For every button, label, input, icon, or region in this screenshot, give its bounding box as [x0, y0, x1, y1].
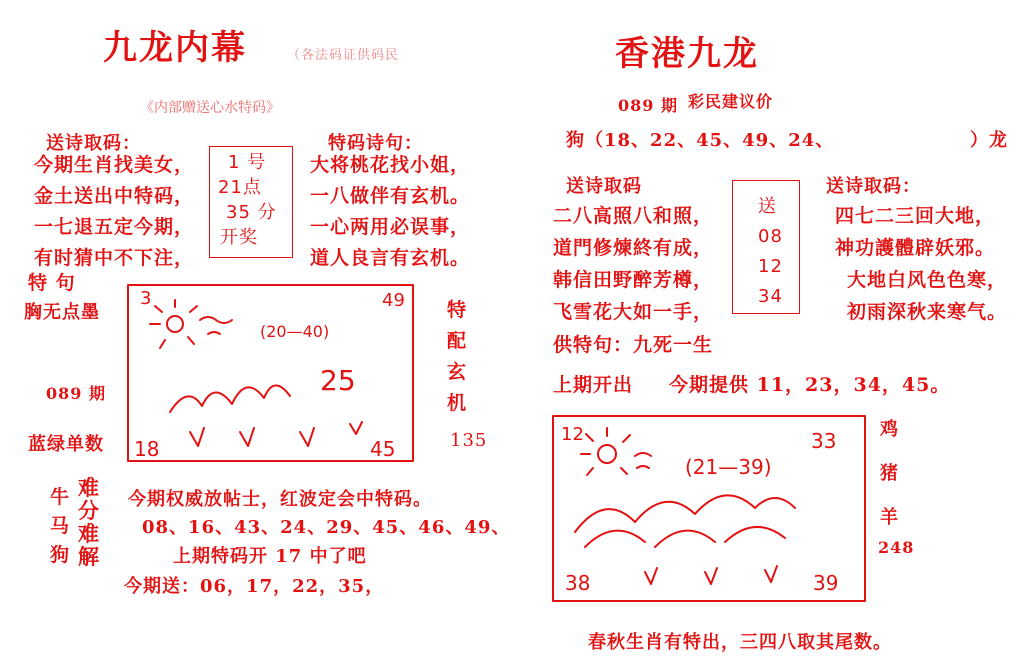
- right-poem-right: [835, 200, 1007, 328]
- right-dog-line: 狗（18、22、45、49、24、: [566, 130, 835, 151]
- poem-line: 四七二三回大地，: [835, 205, 996, 227]
- draw-range: (20—40): [260, 322, 330, 341]
- grass-icon: [645, 566, 777, 584]
- grass-icon: [190, 422, 362, 446]
- right-poem-left: [553, 200, 713, 328]
- box-line: 12: [758, 256, 783, 277]
- sun-icon: [581, 428, 630, 475]
- left-hard-col: [78, 477, 99, 569]
- left-center-box-text: [218, 150, 277, 250]
- right-special: 供特句：九死一生: [553, 334, 714, 356]
- draw-mid: 25: [320, 364, 356, 397]
- right-dog-end: ）龙: [970, 130, 1008, 151]
- right-poem-right-header: 送诗取码：: [826, 176, 921, 197]
- poem-line: 大将桃花找小姐，: [310, 154, 471, 176]
- poem-line: 韩信田野醉芳樽，: [553, 269, 714, 291]
- left-subtitle2: 《内部赠送心水特码》: [140, 100, 280, 116]
- left-nums: 08、16、43、24、29、45、46、49、: [142, 517, 511, 538]
- drawing-frame: [128, 285, 413, 461]
- poem-line: 大地白风色色寒，: [847, 269, 1008, 291]
- poem-line: 道人良言有玄机。: [310, 247, 471, 269]
- draw-bl: 18: [134, 437, 160, 461]
- left-right-num: 135: [450, 430, 488, 451]
- left-prev: 上期特码开 17 中了吧: [173, 546, 367, 567]
- left-line1: 今期权威放帖士，红波定会中特码。: [128, 489, 432, 510]
- right-side-num: 248: [878, 538, 915, 557]
- draw-tr: 49: [382, 290, 405, 311]
- vertical-char: 特: [447, 299, 468, 321]
- hard-char: 解: [78, 545, 99, 569]
- draw-br: 45: [370, 437, 396, 461]
- box-line: 34: [758, 286, 783, 307]
- right-footer: 春秋生肖有特出，三四八取其尾数。: [588, 632, 892, 653]
- sun-icon: [150, 300, 197, 348]
- draw-tr: 33: [811, 429, 837, 453]
- poem-line: 一八做伴有玄机。: [310, 185, 471, 207]
- draw-bl: 38: [565, 571, 591, 595]
- box-line: 35 分: [226, 202, 277, 223]
- box-line: 1 号: [228, 152, 267, 173]
- box-line: 送: [758, 196, 777, 217]
- right-offer: 今期提供 11，23，34，45。: [669, 374, 951, 396]
- box-line: 08: [758, 226, 783, 247]
- side-char: 鸡: [880, 419, 899, 440]
- cloud-icon: [635, 453, 651, 468]
- zodiac-char: 马: [50, 515, 71, 537]
- left-subtitle-faint: （各法码证供码民: [287, 48, 400, 63]
- left-blue-green: 蓝绿单数: [28, 434, 104, 455]
- left-poem2-header: 特码诗句：: [328, 133, 423, 154]
- hard-char: 分: [78, 499, 99, 523]
- poem-line: 二八高照八和照，: [553, 205, 714, 227]
- draw-tl: 3: [140, 288, 152, 309]
- left-poem-header: 送诗取码：: [46, 133, 141, 154]
- box-line: 21点: [218, 177, 262, 198]
- right-suggest: 彩民建议价: [688, 92, 774, 111]
- cloud-icon: [200, 317, 232, 323]
- poem-line: 今期生肖找美女，: [34, 154, 195, 176]
- poem-line: 金土送出中特码，: [34, 185, 195, 207]
- left-poem2: [310, 150, 470, 274]
- vertical-char: 玄: [447, 361, 468, 383]
- vertical-char: 机: [447, 392, 468, 414]
- left-zodiac-col: [50, 483, 70, 570]
- poem-line: 神功護體辟妖邪。: [835, 237, 996, 259]
- poem-line: 一七退五定今期，: [34, 216, 195, 238]
- side-char: 羊: [880, 507, 899, 528]
- draw-tl: 12: [561, 424, 584, 445]
- right-center-box-text: [758, 192, 783, 312]
- mountain-icon: [170, 385, 290, 412]
- side-char: 猪: [880, 463, 899, 484]
- left-drawing: [120, 282, 420, 464]
- right-title: 香港九龙: [615, 34, 759, 74]
- hard-char: 难: [78, 476, 99, 500]
- right-side-col: [880, 408, 899, 540]
- left-send: 今期送：06，17，22，35，: [124, 576, 385, 597]
- right-issue: 089 期: [618, 96, 678, 115]
- left-right-vertical: [447, 295, 467, 419]
- poem-line: 一心两用必误事，: [310, 216, 471, 238]
- cloud-icon: [208, 332, 220, 334]
- poem-line: 有时猜中不下注，: [34, 247, 195, 269]
- right-prev-out: 上期开出: [553, 374, 634, 396]
- right-drawing: [545, 412, 875, 604]
- draw-range: (21—39): [685, 455, 772, 479]
- poem-line: 初雨深秋来寒气。: [847, 301, 1008, 323]
- left-poem: [34, 150, 194, 274]
- right-poem-left-header: 送诗取码: [566, 176, 642, 197]
- hard-char: 难: [78, 522, 99, 546]
- left-special-label: 特 句: [28, 272, 76, 294]
- left-special-text: 胸无点墨: [24, 302, 100, 323]
- left-title: 九龙内幕: [103, 28, 247, 68]
- vertical-char: 配: [447, 330, 468, 352]
- box-line: 开奖: [220, 227, 258, 248]
- left-issue: 089 期: [46, 384, 106, 403]
- zodiac-char: 狗: [50, 544, 71, 566]
- mountain-icon: [585, 527, 785, 547]
- poem-line: 飞雪花大如一手，: [553, 301, 714, 323]
- poem-line: 道門修煉終有成，: [553, 237, 714, 259]
- zodiac-char: 牛: [50, 486, 71, 508]
- draw-br: 39: [813, 571, 839, 595]
